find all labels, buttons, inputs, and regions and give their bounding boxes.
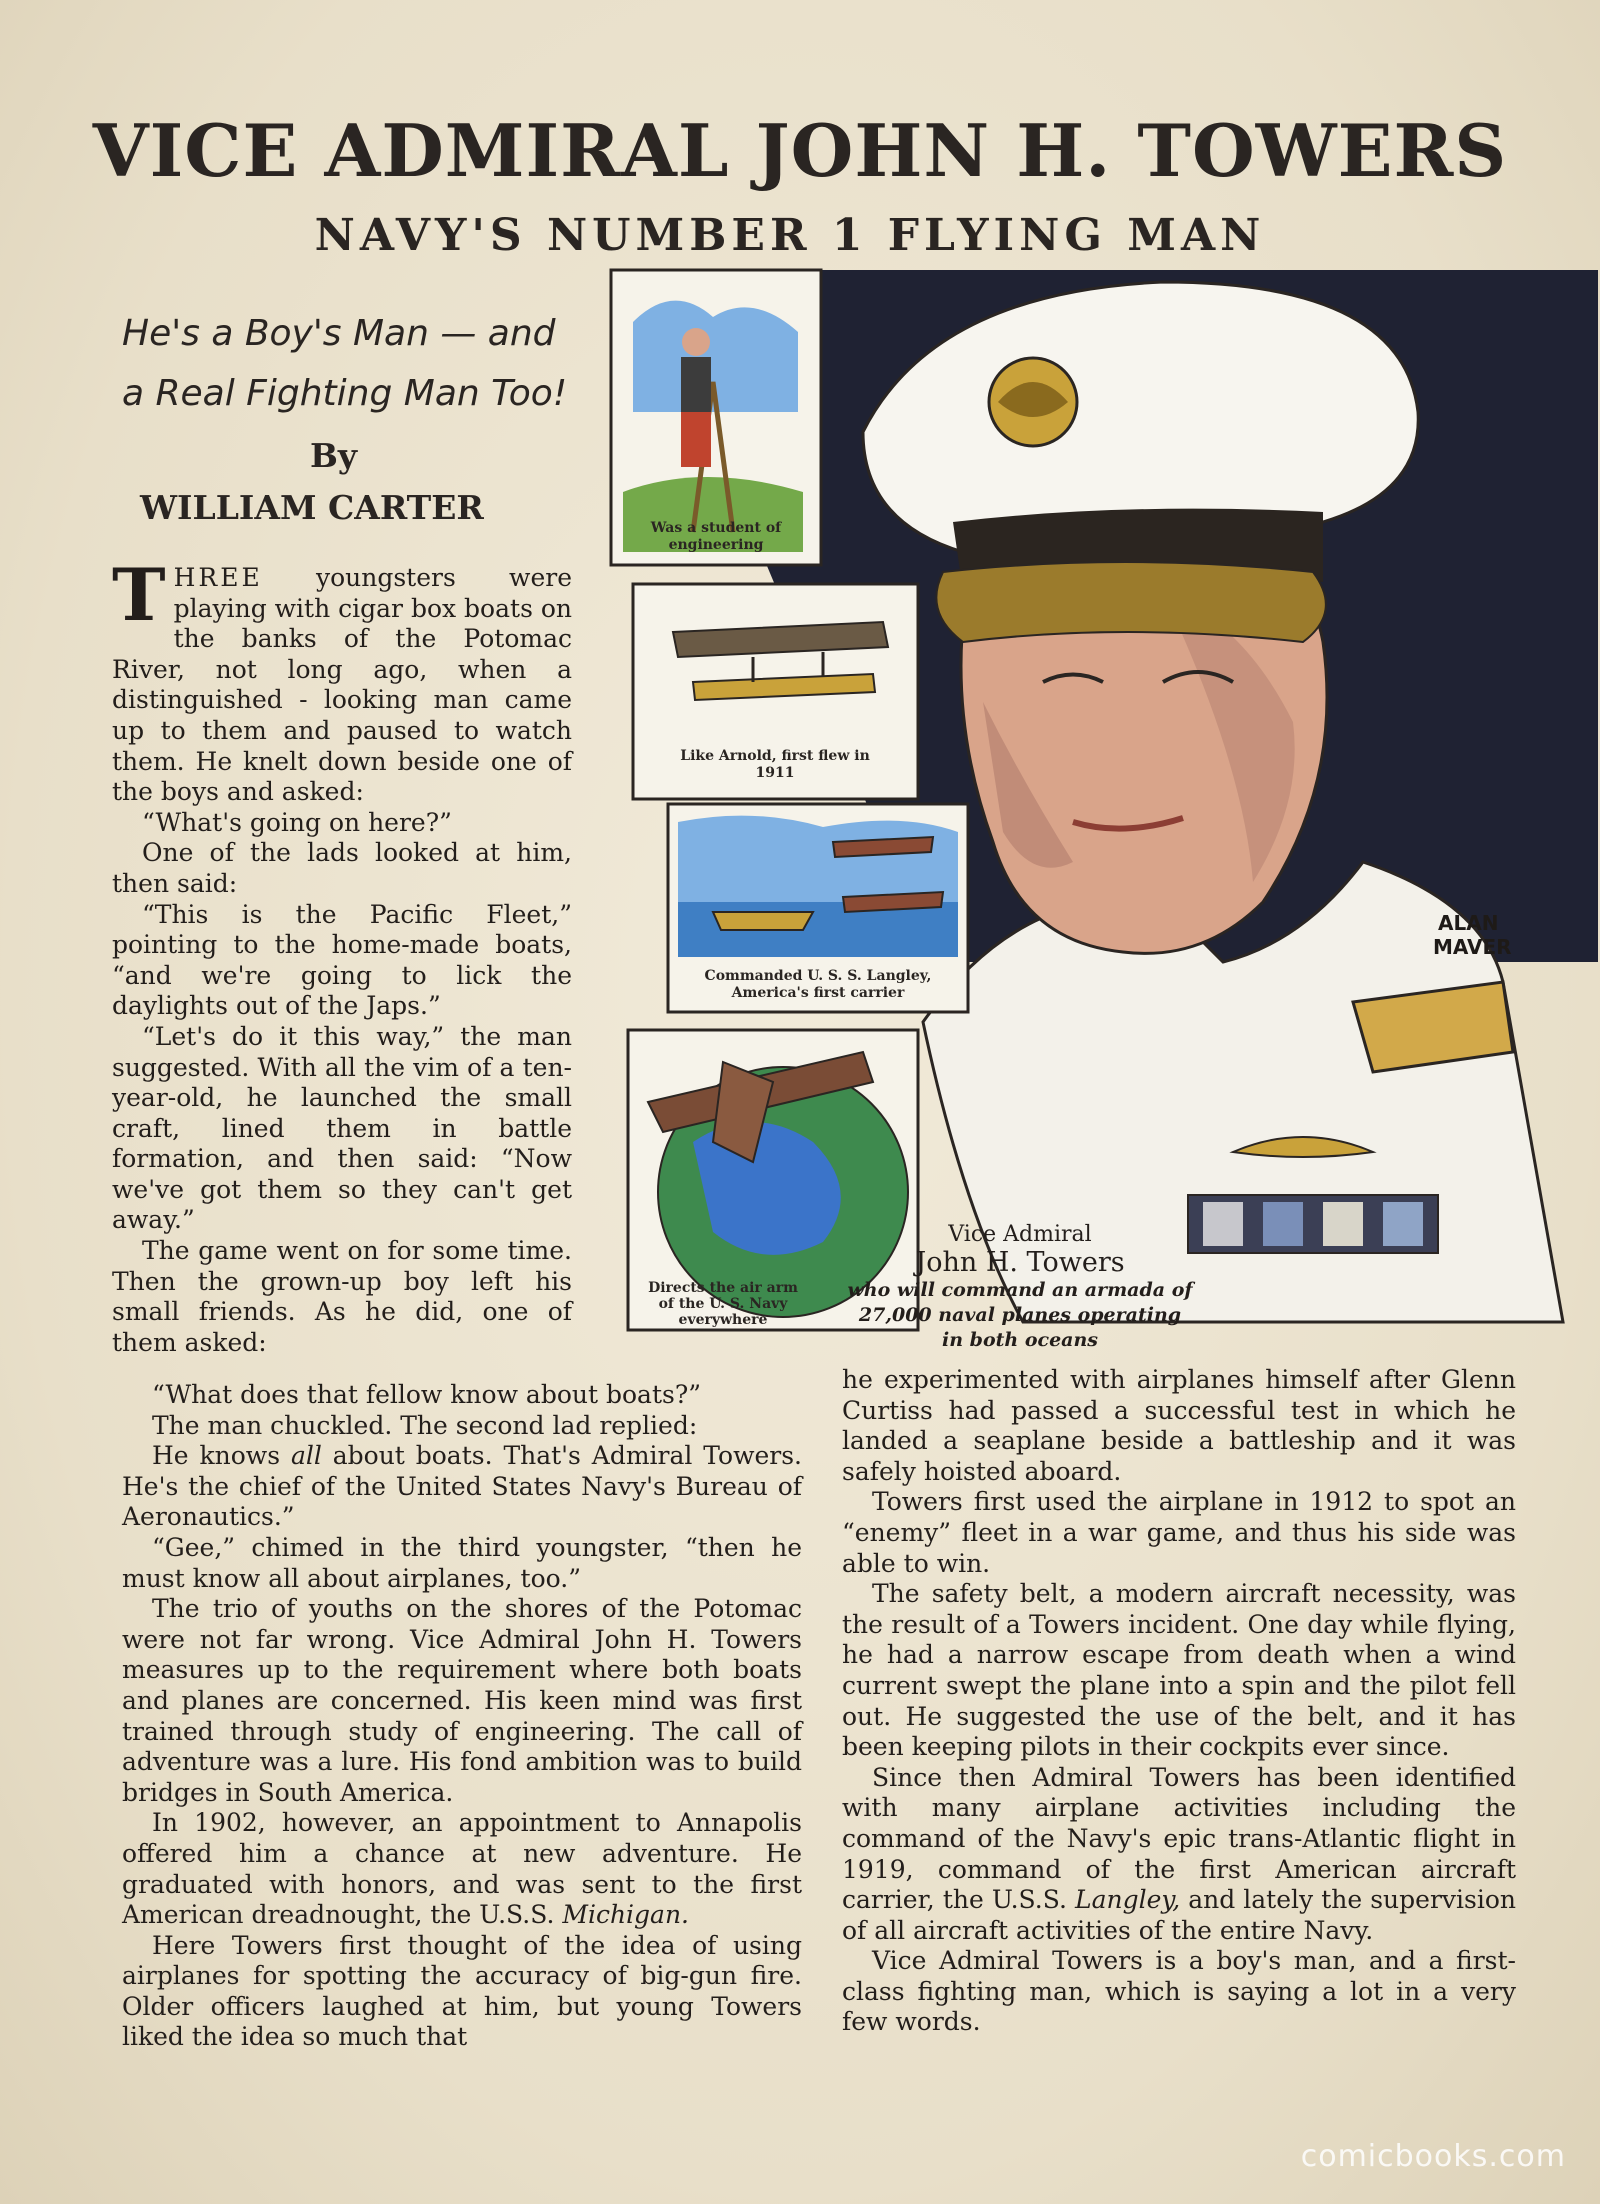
artist-signature-line-1: ALAN xyxy=(1438,911,1499,935)
illustration xyxy=(603,262,1598,1362)
portrait-caption xyxy=(830,1222,1210,1353)
panel-3-caption-line-2: America's first carrier xyxy=(731,985,905,1001)
panel-2-caption-line-2: 1911 xyxy=(755,765,795,781)
byline xyxy=(140,430,560,534)
article-paragraph: he experimented with airplanes himself after Glenn Curtiss had passed a successful test in which he landed a seaplane beside a battleship and it was safely hoisted aboard. xyxy=(842,1365,1516,1486)
paragraph-text: youngsters were playing with cigar box boats on the banks of the Potomac River, not long ago, when a distinguished - looking man came up to them and paused to watch them. He knelt down beside one of the boys and asked: xyxy=(112,563,572,807)
panel-4-caption-line-1: Directs the air arm xyxy=(648,1280,798,1296)
page-subtitle: NAVY'S NUMBER 1 FLYING MAN xyxy=(314,210,1266,261)
first-word-rest: HREE xyxy=(173,563,263,592)
paragraph-text: Since then Admiral Towers has been identified with many airplane activities including the command of the Navy's epic trans-Atlantic flight in 1919, command of the first American aircraft carrier, the U.S.S. xyxy=(842,1762,1516,1915)
article-paragraph: The safety belt, a modern aircraft necessity, was the result of a Towers incident. One day while flying, he had a narrow escape from death when a wind current swept the plane into a spin and the pilot fell out. He suggested the use of the belt, and it has been keeping pilots in their cockpits ever since. xyxy=(842,1579,1516,1762)
paragraph-text: In 1902, however, an appointment to Annapolis offered him a chance at new adventure. He graduated with honors, and was sent to the first American dreadnought, the U.S.S. xyxy=(122,1808,802,1930)
article-paragraph: Here Towers first thought of the idea of using airplanes for spotting the accuracy of big-gun fire. Older officers laughed at him, but young Towers liked the idea so much that xyxy=(122,1930,802,2052)
portrait-caption-rank: Vice Admiral xyxy=(948,1222,1092,1247)
tagline-line-1: He's a Boy's Man — and xyxy=(122,313,556,354)
portrait-caption-desc-3: in both oceans xyxy=(942,1329,1098,1351)
portrait-caption-name: John H. Towers xyxy=(915,1247,1125,1278)
article-column-1 xyxy=(112,552,572,1358)
drop-cap: T xyxy=(112,552,166,637)
article-paragraph: “What does that fellow know about boats?” xyxy=(152,1380,701,1409)
article-paragraph xyxy=(842,1763,1516,1947)
portrait-caption-desc-2: 27,000 naval planes operating xyxy=(858,1304,1182,1326)
tagline-line-2: a Real Fighting Man Too! xyxy=(122,373,568,414)
article-paragraph: “What's going on here?” xyxy=(142,807,452,837)
panel-4-caption-line-3: everywhere xyxy=(678,1312,768,1328)
ship-name: Langley, xyxy=(1074,1885,1181,1915)
paragraph-text: about boats. That's Admiral Towers. He's the chief of the United States Navy's Bureau of Aeronautics.” xyxy=(122,1441,802,1532)
page-title: VICE ADMIRAL JOHN H. TOWERS xyxy=(92,108,1508,193)
portrait-caption-desc-1: who will command an armada of xyxy=(847,1279,1193,1301)
article-paragraph: The trio of youths on the shores of the Potomac were not far wrong. Vice Admiral John H. Towers measures up to the requirement where both boats and planes are concerned. His keen mind was first trained through study of engineering. The call of adventure was a lure. His fond ambition was to build bridges in South America. xyxy=(122,1594,802,1807)
panel-1-caption-line-2: engineering xyxy=(668,537,764,553)
article-paragraph: One of the lads looked at him, then said: xyxy=(112,838,572,898)
article-paragraph: Towers first used the airplane in 1912 to spot an “enemy” fleet in a war game, and thus his side was able to win. xyxy=(842,1487,1516,1578)
panel-1-caption-line-1: Was a student of xyxy=(650,520,782,536)
article-paragraph: “This is the Pacific Fleet,” pointing to the home-made boats, “and we're going to lick the daylights out of the Japs.” xyxy=(112,899,572,1021)
article-paragraph: “Let's do it this way,” the man suggested. With all the vim of a ten-year-old, he launched the small craft, lined them in battle formation, and then said: “Now we've got them so they can't get away.” xyxy=(112,1021,572,1235)
article-column-3 xyxy=(842,1365,1516,2038)
article-paragraph xyxy=(122,1441,802,1533)
article-paragraph: The man chuckled. The second lad replied: xyxy=(152,1410,698,1440)
tagline xyxy=(122,304,582,424)
article-paragraph xyxy=(122,1808,802,1930)
ship-name: Michigan. xyxy=(562,1900,689,1930)
site-watermark: comicbooks.com xyxy=(1300,2139,1566,2174)
artist-signature-line-2: MAVER xyxy=(1433,935,1512,959)
emphasis-text: all xyxy=(290,1441,322,1471)
byline-by: By xyxy=(310,436,358,475)
panel-4-caption-line-2: of the U. S. Navy xyxy=(658,1296,788,1312)
article-paragraph xyxy=(112,552,572,808)
panel-2-caption-line-1: Like Arnold, first flew in xyxy=(680,748,870,764)
paragraph-text: and lately the supervision of all aircraft activities of the entire Navy. xyxy=(842,1885,1516,1945)
article-paragraph: Vice Admiral Towers is a boy's man, and a first-class fighting man, which is saying a lot in a very few words. xyxy=(842,1946,1516,2037)
article-paragraph: The game went on for some time. Then the grown-up boy left his small friends. As he did, one of them asked: xyxy=(112,1236,572,1357)
byline-author: WILLIAM CARTER xyxy=(140,488,484,527)
panel-3-caption-line-1: Commanded U. S. S. Langley, xyxy=(704,968,932,984)
article-column-2 xyxy=(122,1380,802,2053)
paragraph-text: He knows xyxy=(152,1441,291,1471)
article-paragraph: “Gee,” chimed in the third youngster, “then he must know all about airplanes, too.” xyxy=(122,1532,802,1593)
